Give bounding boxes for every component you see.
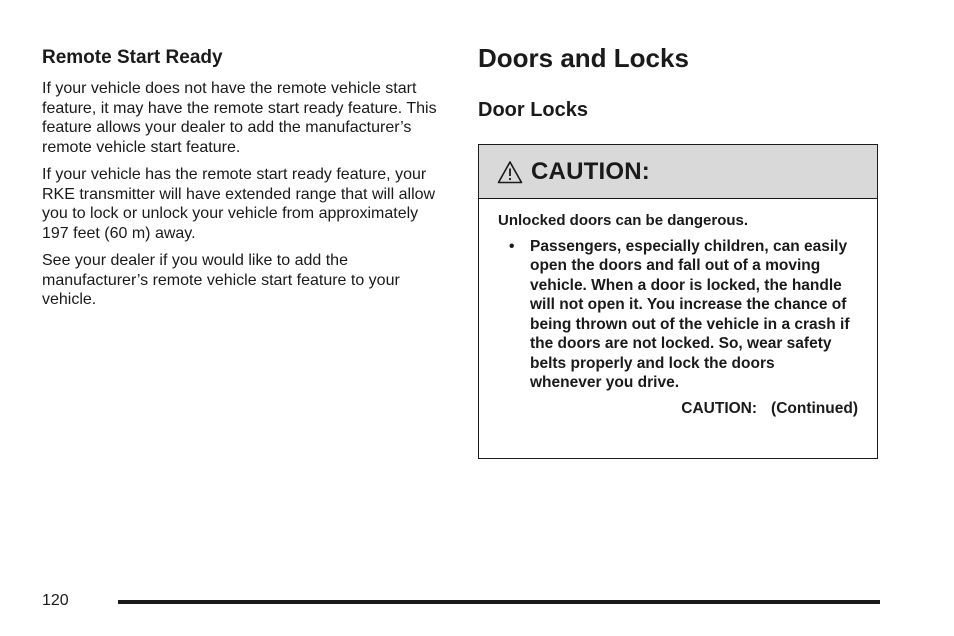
caution-box [478, 144, 878, 459]
caution-body [479, 199, 877, 418]
paragraph: If your vehicle does not have the remote vehicle start feature, it may have the remote start ready feature. This feature allows your dealer to add the manufacturer’s remote vehicle start feature. [42, 80, 437, 156]
continued-text: (Continued) [771, 399, 858, 417]
caution-title: CAUTION: [531, 157, 650, 185]
warning-triangle-icon [497, 160, 523, 184]
caution-lead: Unlocked doors can be dangerous. [498, 212, 749, 229]
paragraph: See your dealer if you would like to add the manufacturer’s remote vehicle start feature to your vehicle. [42, 252, 400, 308]
continued-note [498, 400, 859, 418]
list-item [498, 237, 859, 393]
left-column [42, 46, 442, 318]
bullet-dot: • [509, 237, 515, 255]
subheading: Door Locks [478, 99, 589, 121]
continued-label: CAUTION: [681, 399, 758, 417]
bullet-text: Passengers, especially children, can easily open the doors and fall out of a moving vehicle. When a door is locked, the handle will not open it. You increase the chance of being thrown out of the vehicle in a crash if the doors are not locked. So, wear safety belts properly and lock the doors whenever you drive. [530, 237, 850, 391]
chapter-title: Doors and Locks [478, 43, 689, 73]
caution-header [479, 145, 877, 199]
paragraph: If your vehicle has the remote start ready feature, your RKE transmitter will have extended range that will allow you to lock or unlock your vehicle from approximately 197 feet (60 m) away. [42, 166, 436, 242]
right-column [478, 40, 880, 417]
footer-rule [118, 600, 880, 604]
section-heading: Remote Start Ready [42, 47, 223, 68]
page-number: 120 [42, 592, 69, 609]
